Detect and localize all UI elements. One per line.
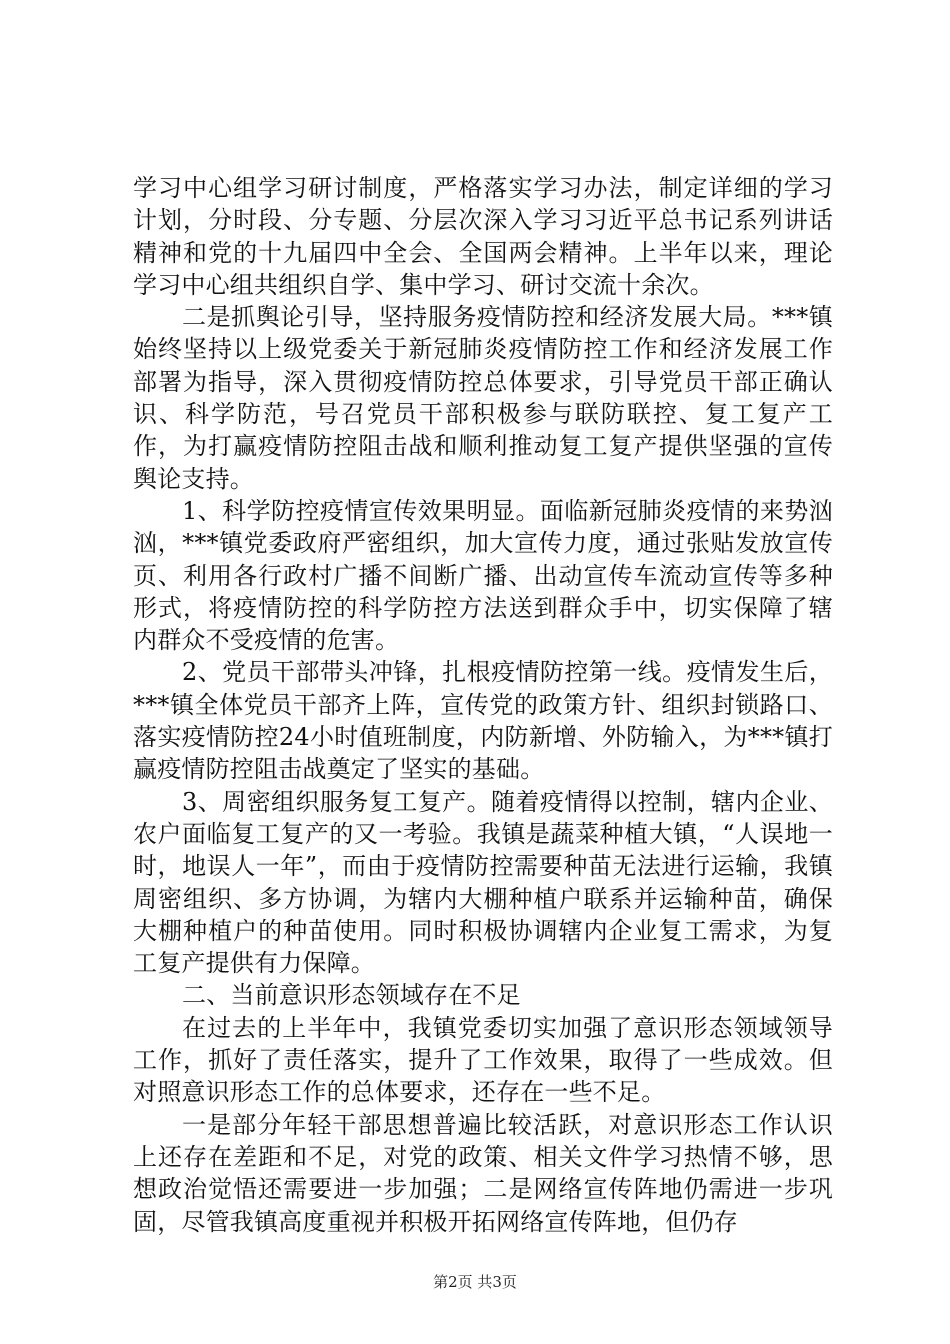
page-number: 第2页 共3页 — [433, 1273, 517, 1291]
paragraph-item-3: 3、周密组织服务复工复产。随着疫情得以控制，辖内企业、农户面临复工复产的又一考验。我镇是蔬菜种植大镇，“人误地一时，地误人一年”，而由于疫情防控需要种苗无法进行运输，我镇周密组织、多方协调，为辖内大棚种植户联系并运输种苗，确保大棚种植户的种苗使用。同时积极协调辖内企业复工需求，为复工复产提供有力保障。 — [133, 787, 833, 978]
page-footer — [0, 1272, 950, 1292]
paragraph-public-opinion: 二是抓舆论引导，坚持服务疫情防控和经济发展大局。***镇始终坚持以上级党委关于新冠肺炎疫情防控工作和经济发展工作部署为指导，深入贯彻疫情防控总体要求，引导党员干部正确认识、科学防范，号召党员干部积极参与联防联控、复工复产工作，为打赢疫情防控阻击战和顺利推动复工复产提供坚强的宣传舆论支持。 — [133, 303, 833, 493]
paragraph-shortcomings-intro: 在过去的上半年中，我镇党委切实加强了意识形态领域领导工作，抓好了责任落实，提升了工作效果，取得了一些成效。但对照意识形态工作的总体要求，还存在一些不足。 — [133, 1013, 833, 1107]
document-body — [133, 172, 833, 1238]
section-heading-shortcomings: 二、当前意识形态领域存在不足 — [182, 981, 521, 1010]
paragraph-shortcomings-detail: 一是部分年轻干部思想普遍比较活跃，对意识形态工作认识上还存在差距和不足，对党的政策、相关文件学习热情不够，思想政治觉悟还需要进一步加强；二是网络宣传阵地仍需进一步巩固，尽管我镇高度重视并积极开拓网络宣传阵地，但仍存 — [133, 1110, 833, 1236]
paragraph-continuation: 学习中心组学习研讨制度，严格落实学习办法，制定详细的学习计划，分时段、分专题、分层次深入学习习近平总书记系列讲话精神和党的十九届四中全会、全国两会精神。上半年以来，理论学习中心组共组织自学、集中学习、研讨交流十余次。 — [133, 174, 833, 299]
paragraph-item-1: 1、科学防控疫情宣传效果明显。面临新冠肺炎疫情的来势汹汹，***镇党委政府严密组织，加大宣传力度，通过张贴发放宣传页、利用各行政村广播不间断广播、出动宣传车流动宣传等多种形式，将疫情防控的科学防控方法送到群众手中，切实保障了辖内群众不受疫情的危害。 — [133, 496, 833, 655]
paragraph-item-2: 2、党员干部带头冲锋，扎根疫情防控第一线。疫情发生后，***镇全体党员干部齐上阵，宣传党的政策方针、组织封锁路口、落实疫情防控24小时值班制度，内防新增、外防输入，为***镇打赢疫情防控阻击战奠定了坚实的基础。 — [133, 658, 833, 784]
